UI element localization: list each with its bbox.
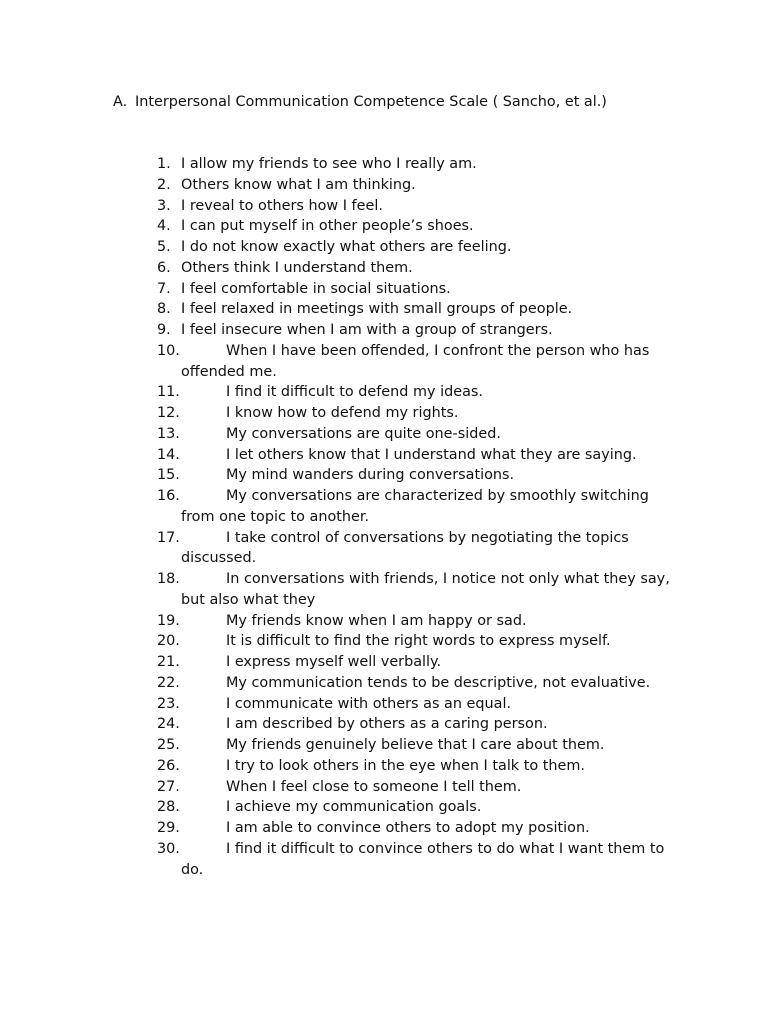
section-marker: A. <box>113 94 128 110</box>
scale-item <box>157 611 671 632</box>
item-number: 3. <box>157 197 171 214</box>
scale-item <box>157 341 671 383</box>
scale-item <box>157 797 671 818</box>
item-text: Others know what I am thinking. <box>181 176 416 193</box>
scale-item <box>157 486 671 528</box>
item-text: I feel relaxed in meetings with small groups of people. <box>181 301 573 318</box>
scale-item <box>157 320 671 341</box>
item-text: I reveal to others how I feel. <box>181 197 383 214</box>
scale-item <box>157 528 671 570</box>
scale-item <box>157 154 671 175</box>
item-text: In conversations with friends, I notice not only what they say, but also what they <box>181 571 670 608</box>
item-text: My friends know when I am happy or sad. <box>226 612 527 629</box>
scale-item <box>157 237 671 258</box>
item-number: 26. <box>157 757 180 774</box>
scale-item <box>157 839 671 881</box>
section-title: Interpersonal Communication Competence Scale ( Sancho, et al.) <box>135 94 607 110</box>
item-text: When I feel close to someone I tell them. <box>226 778 522 795</box>
scale-item <box>157 735 671 756</box>
item-number: 17. <box>157 529 180 546</box>
item-number: 11. <box>157 384 180 401</box>
item-number: 25. <box>157 737 180 753</box>
scale-item <box>157 756 671 777</box>
item-number: 16. <box>157 488 180 504</box>
scale-item <box>157 694 671 715</box>
item-number: 5. <box>157 239 171 255</box>
item-number: 23. <box>157 695 180 712</box>
scale-item <box>157 216 671 237</box>
scale-item <box>157 652 671 673</box>
item-text: I take control of conversations by negotiating the topics discussed. <box>181 529 629 567</box>
item-text: I know how to defend my rights. <box>226 405 459 421</box>
item-number: 8. <box>157 301 171 318</box>
item-text: I achieve my communication goals. <box>226 799 482 816</box>
item-text: I try to look others in the eye when I talk to them. <box>226 757 585 774</box>
item-number: 28. <box>157 799 180 816</box>
scale-item <box>157 382 671 403</box>
item-number: 4. <box>157 218 171 235</box>
item-number: 15. <box>157 467 180 484</box>
scale-item-list <box>0 154 671 880</box>
item-number: 18. <box>157 571 180 587</box>
scale-item <box>157 818 671 839</box>
item-text: It is difficult to find the right words to express myself. <box>226 633 611 650</box>
item-text: I express myself well verbally. <box>226 654 442 670</box>
item-number: 24. <box>157 716 180 733</box>
item-text: My conversations are characterized by smoothly switching from one topic to another. <box>181 488 649 525</box>
item-number: 6. <box>157 259 171 276</box>
item-text: My mind wanders during conversations. <box>226 467 515 484</box>
scale-item <box>157 445 671 466</box>
scale-item <box>157 175 671 196</box>
item-number: 19. <box>157 612 180 629</box>
scale-item <box>157 196 671 217</box>
item-number: 27. <box>157 778 180 795</box>
item-text: I am described by others as a caring person. <box>226 716 548 733</box>
item-text: I let others know that I understand what they are saying. <box>226 446 637 463</box>
scale-item <box>157 299 671 320</box>
scale-item <box>157 424 671 445</box>
scale-item <box>157 631 671 652</box>
item-text: Others think I understand them. <box>181 259 413 276</box>
item-number: 13. <box>157 425 180 442</box>
item-number: 21. <box>157 654 180 670</box>
scale-item <box>157 258 671 279</box>
item-number: 12. <box>157 405 180 421</box>
scale-item <box>157 279 671 300</box>
scale-item <box>157 465 671 486</box>
item-text: My friends genuinely believe that I care about them. <box>226 737 605 753</box>
item-number: 2. <box>157 176 171 193</box>
item-text: I am able to convince others to adopt my position. <box>226 820 590 836</box>
item-text: I do not know exactly what others are feeling. <box>181 239 512 255</box>
item-number: 20. <box>157 633 180 650</box>
item-text: I feel comfortable in social situations. <box>181 280 451 297</box>
item-number: 29. <box>157 820 180 836</box>
item-number: 14. <box>157 446 180 463</box>
item-text: My communication tends to be descriptive, not evaluative. <box>226 674 651 691</box>
item-text: I find it difficult to defend my ideas. <box>226 384 483 401</box>
item-number: 9. <box>157 322 171 338</box>
item-text: I feel insecure when I am with a group of strangers. <box>181 322 553 338</box>
item-number: 10. <box>157 342 180 359</box>
item-text: I find it difficult to convince others to do what I want them to do. <box>181 840 665 878</box>
item-number: 30. <box>157 840 180 857</box>
scale-item <box>157 777 671 798</box>
item-number: 1. <box>157 156 171 172</box>
scale-item <box>157 569 671 611</box>
item-text: When I have been offended, I confront the person who has offended me. <box>181 342 650 380</box>
scale-item <box>157 714 671 735</box>
item-text: My conversations are quite one-sided. <box>226 425 501 442</box>
item-text: I can put myself in other people’s shoes. <box>181 218 474 235</box>
item-text: I allow my friends to see who I really am. <box>181 156 477 172</box>
item-text: I communicate with others as an equal. <box>226 695 512 712</box>
item-number: 7. <box>157 280 171 297</box>
scale-item <box>157 673 671 694</box>
scale-item <box>157 403 671 424</box>
item-number: 22. <box>157 674 180 691</box>
section-heading <box>113 92 607 112</box>
